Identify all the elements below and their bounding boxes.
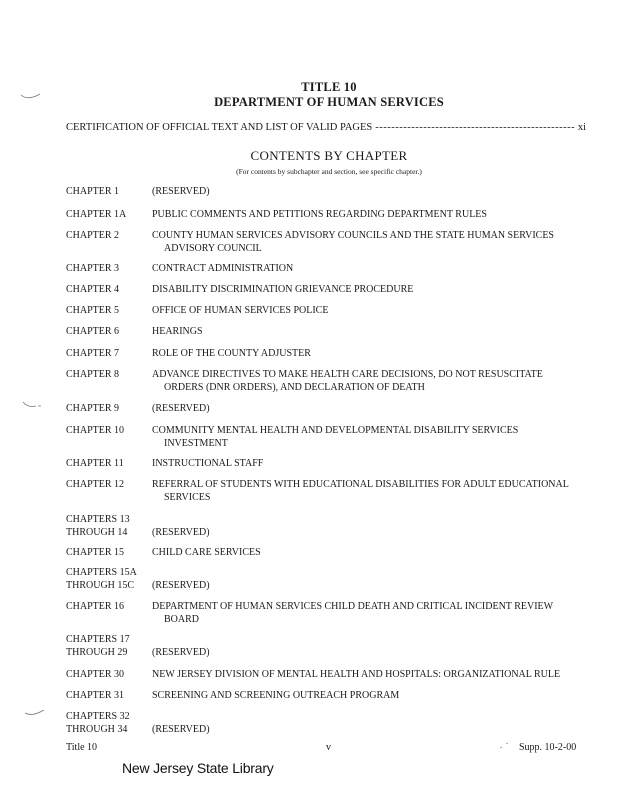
chapter-title	[152, 305, 592, 318]
chapter-title-line: NEW JERSEY DIVISION OF MENTAL HEALTH AND HOSPITALS: ORGANIZATIONAL RULE	[152, 669, 561, 680]
scan-mark-icon	[20, 92, 42, 102]
chapter-title-line: (RESERVED)	[152, 526, 210, 538]
contents-heading	[0, 148, 618, 164]
chapter-number	[66, 669, 150, 682]
chapter-number	[66, 369, 150, 382]
chapter-title	[152, 601, 592, 626]
chapter-number	[66, 514, 150, 539]
chapter-title	[152, 403, 592, 416]
chapter-title	[152, 724, 592, 737]
chapter-number-line: CHAPTER 1A	[66, 209, 127, 220]
scan-mark-icon	[24, 708, 46, 718]
chapter-number-line: CHAPTERS 17	[66, 634, 130, 645]
chapter-number-line: CHAPTER 12	[66, 479, 125, 490]
chapter-title-line: (RESERVED)	[152, 723, 210, 735]
chapter-title-line: HEARINGS	[152, 326, 203, 337]
certification-entry	[66, 122, 586, 133]
chapter-title	[152, 326, 592, 339]
chapter-title-line: INSTRUCTIONAL STAFF	[152, 458, 264, 469]
chapter-number-line: CHAPTER 30	[66, 669, 125, 680]
chapter-title-line: SCREENING AND SCREENING OUTREACH PROGRAM	[152, 690, 400, 701]
chapter-number-line: THROUGH 15C	[66, 579, 135, 591]
footer-supplement-date: Supp. 10-2-00	[519, 742, 577, 753]
chapter-number	[66, 186, 150, 199]
chapter-title-line: ORDERS (DNR ORDERS), AND DECLARATION OF DEATH	[164, 381, 425, 393]
chapter-title	[152, 263, 592, 276]
chapter-number-line: THROUGH 14	[66, 526, 128, 538]
chapter-number	[66, 601, 150, 614]
footer-page-number: v	[326, 742, 331, 753]
chapter-title	[152, 186, 592, 199]
contents-heading-text: CONTENTS BY CHAPTER	[250, 148, 408, 163]
chapter-title-line: OFFICE OF HUMAN SERVICES POLICE	[152, 305, 329, 316]
chapter-title-line: ROLE OF THE COUNTY ADJUSTER	[152, 348, 311, 359]
document-title	[0, 80, 618, 110]
chapter-number-line: CHAPTER 6	[66, 326, 120, 337]
certification-page: xi	[577, 122, 586, 133]
chapter-number-line: CHAPTER 10	[66, 425, 125, 436]
chapter-title	[152, 479, 592, 504]
footer-title: Title 10	[66, 742, 98, 753]
chapter-title-line: INVESTMENT	[164, 437, 228, 449]
chapter-number	[66, 403, 150, 416]
chapter-title-line: CONTRACT ADMINISTRATION	[152, 263, 294, 274]
chapter-title-line: DEPARTMENT OF HUMAN SERVICES CHILD DEATH AND CRITICAL INCIDENT REVIEW	[152, 601, 554, 612]
chapter-number	[66, 690, 150, 703]
scan-mark-icon	[22, 400, 44, 410]
chapter-number-line: THROUGH 34	[66, 723, 128, 735]
chapter-title-line: ADVANCE DIRECTIVES TO MAKE HEALTH CARE DECISIONS, DO NOT RESUSCITATE	[152, 369, 543, 380]
chapter-title-line: (RESERVED)	[152, 186, 210, 197]
certification-text: CERTIFICATION OF OFFICIAL TEXT AND LIST OF VALID PAGES	[66, 122, 373, 133]
chapter-number	[66, 458, 150, 471]
chapter-number-line: CHAPTER 9	[66, 403, 120, 414]
chapter-number-line: CHAPTERS 15A	[66, 567, 137, 578]
chapter-number-line: CHAPTER 1	[66, 186, 120, 197]
chapter-number-line: CHAPTER 11	[66, 458, 124, 469]
chapter-number-line: CHAPTER 16	[66, 601, 125, 612]
chapter-title-line: PUBLIC COMMENTS AND PETITIONS REGARDING DEPARTMENT RULES	[152, 209, 487, 220]
chapter-number-line: CHAPTER 2	[66, 230, 120, 241]
chapter-number-line: CHAPTER 8	[66, 369, 120, 380]
chapter-title	[152, 369, 592, 394]
chapter-number-line: CHAPTER 31	[66, 690, 125, 701]
chapter-number-line: THROUGH 29	[66, 646, 128, 658]
chapter-title-line: SERVICES	[164, 491, 211, 503]
chapter-title-line: COUNTY HUMAN SERVICES ADVISORY COUNCILS AND THE STATE HUMAN SERVICES	[152, 230, 554, 241]
chapter-title-line: (RESERVED)	[152, 579, 210, 591]
chapter-number	[66, 263, 150, 276]
chapter-title-line: (RESERVED)	[152, 646, 210, 658]
title-department: DEPARTMENT OF HUMAN SERVICES	[214, 95, 444, 109]
chapter-number	[66, 547, 150, 560]
chapter-number-line: CHAPTER 3	[66, 263, 120, 274]
chapter-number-line: CHAPTER 7	[66, 348, 120, 359]
chapter-title	[152, 647, 592, 660]
chapter-number-line: CHAPTER 4	[66, 284, 120, 295]
chapter-title	[152, 230, 592, 255]
chapter-number	[66, 230, 150, 243]
chapter-title	[152, 690, 592, 703]
chapter-number	[66, 711, 150, 736]
chapter-number	[66, 305, 150, 318]
chapter-title	[152, 348, 592, 361]
chapter-number-line: CHAPTER 5	[66, 305, 120, 316]
chapter-title	[152, 527, 592, 540]
chapter-number-line: CHAPTERS 13	[66, 514, 130, 525]
chapter-title	[152, 425, 592, 450]
chapter-title	[152, 209, 592, 222]
chapter-number	[66, 284, 150, 297]
chapter-number	[66, 425, 150, 438]
scan-mark-icon	[498, 740, 520, 750]
contents-note	[0, 167, 618, 176]
chapter-number-line: CHAPTER 15	[66, 547, 125, 558]
title-number: TITLE 10	[301, 80, 357, 94]
library-stamp: New Jersey State Library	[122, 760, 274, 776]
chapter-number	[66, 348, 150, 361]
dot-leader	[375, 122, 575, 133]
chapter-title-line: CHILD CARE SERVICES	[152, 547, 261, 558]
chapter-title-line: ADVISORY COUNCIL	[164, 242, 262, 254]
chapter-number	[66, 209, 150, 222]
chapter-title-line: COMMUNITY MENTAL HEALTH AND DEVELOPMENTAL DISABILITY SERVICES	[152, 425, 519, 436]
contents-note-text: (For contents by subchapter and section, see specific chapter.)	[236, 167, 422, 176]
chapter-title-line: BOARD	[164, 613, 200, 625]
chapter-title	[152, 284, 592, 297]
chapter-number	[66, 479, 150, 492]
chapter-title-line: (RESERVED)	[152, 403, 210, 414]
chapter-title	[152, 669, 592, 682]
chapter-title	[152, 458, 592, 471]
chapter-title-line: DISABILITY DISCRIMINATION GRIEVANCE PROCEDURE	[152, 284, 414, 295]
chapter-title-line: REFERRAL OF STUDENTS WITH EDUCATIONAL DISABILITIES FOR ADULT EDUCATIONAL	[152, 479, 569, 490]
chapter-number	[66, 634, 150, 659]
chapter-number	[66, 326, 150, 339]
chapter-number-line: CHAPTERS 32	[66, 711, 130, 722]
chapter-number	[66, 567, 150, 592]
chapter-title	[152, 580, 592, 593]
chapter-title	[152, 547, 592, 560]
